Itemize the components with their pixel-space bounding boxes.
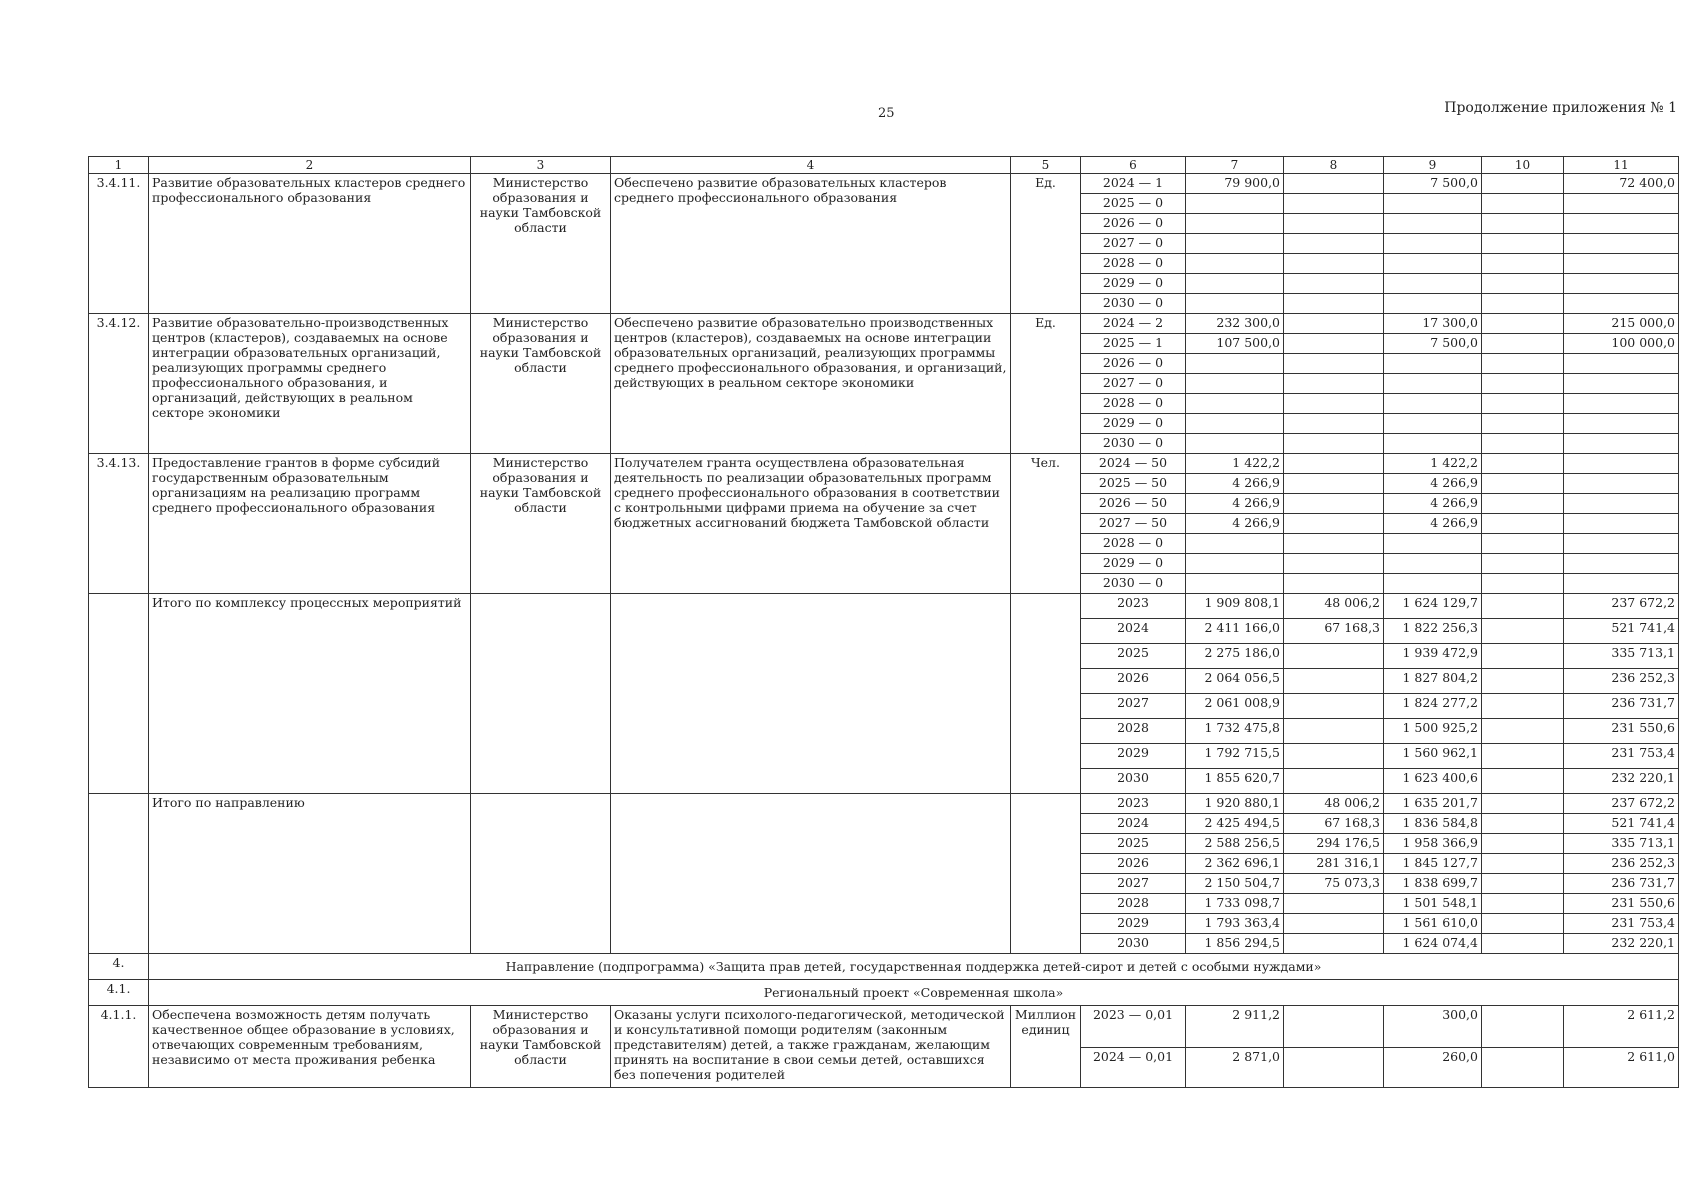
column-header: 4: [611, 157, 1011, 174]
value-cell: [1482, 894, 1564, 914]
empty-cell: [611, 794, 1011, 954]
value-cell: [1384, 194, 1482, 214]
value-cell: 231 550,6: [1564, 894, 1679, 914]
value-cell: [1284, 1048, 1384, 1088]
item-result: Получателем гранта осуществлена образовательная деятельность по реализации образовательных программ среднего профессионального образования в соответствии с контрольными цифрами приема на обучение за счет бюджетных ассигнований бюджета Тамбовской области: [611, 454, 1011, 594]
value-cell: [1482, 719, 1564, 744]
value-cell: [1482, 769, 1564, 794]
value-cell: [1384, 414, 1482, 434]
value-cell: 48 006,2: [1284, 794, 1384, 814]
value-cell: [1284, 554, 1384, 574]
value-cell: 1 733 098,7: [1186, 894, 1284, 914]
value-cell: [1482, 814, 1564, 834]
item-number: 3.4.11.: [89, 174, 149, 314]
value-cell: [1564, 554, 1679, 574]
value-cell: 1 920 880,1: [1186, 794, 1284, 814]
section-title: Направление (подпрограмма) «Защита прав детей, государственная поддержка детей-сирот и детей с особыми нуждами»: [149, 954, 1679, 980]
value-cell: [1284, 434, 1384, 454]
value-cell: 1 822 256,3: [1384, 619, 1482, 644]
value-cell: [1482, 644, 1564, 669]
item-result: Обеспечено развитие образовательных кластеров среднего профессионального образования: [611, 174, 1011, 314]
value-cell: [1564, 494, 1679, 514]
value-cell: [1284, 894, 1384, 914]
value-cell: [1564, 194, 1679, 214]
value-cell: [1284, 254, 1384, 274]
empty-cell: [1011, 594, 1081, 794]
column-header: 10: [1482, 157, 1564, 174]
value-cell: [1482, 474, 1564, 494]
value-cell: 231 753,4: [1564, 914, 1679, 934]
value-cell: 1 939 472,9: [1384, 644, 1482, 669]
value-cell: 2 588 256,5: [1186, 834, 1284, 854]
column-header: 3: [471, 157, 611, 174]
year-cell: 2027: [1081, 874, 1186, 894]
value-cell: [1284, 669, 1384, 694]
value-cell: [1564, 234, 1679, 254]
value-cell: [1564, 514, 1679, 534]
year-cell: 2030 — 0: [1081, 434, 1186, 454]
value-cell: 237 672,2: [1564, 794, 1679, 814]
year-cell: 2023 — 0,01: [1081, 1006, 1186, 1048]
value-cell: [1384, 354, 1482, 374]
year-cell: 2030: [1081, 769, 1186, 794]
value-cell: [1564, 254, 1679, 274]
value-cell: 67 168,3: [1284, 619, 1384, 644]
value-cell: 1 855 620,7: [1186, 769, 1284, 794]
total-row: [89, 794, 1679, 814]
year-cell: 2024: [1081, 814, 1186, 834]
value-cell: [1384, 574, 1482, 594]
year-cell: 2028 — 0: [1081, 534, 1186, 554]
unit-cell: Ед.: [1011, 174, 1081, 314]
value-cell: [1482, 174, 1564, 194]
value-cell: [1482, 854, 1564, 874]
column-header: 9: [1384, 157, 1482, 174]
value-cell: 4 266,9: [1186, 514, 1284, 534]
value-cell: 232 300,0: [1186, 314, 1284, 334]
value-cell: [1284, 194, 1384, 214]
empty-cell: [611, 594, 1011, 794]
year-cell: 2029: [1081, 914, 1186, 934]
value-cell: 4 266,9: [1186, 494, 1284, 514]
unit-cell: Чел.: [1011, 454, 1081, 594]
value-cell: 1 560 962,1: [1384, 744, 1482, 769]
value-cell: [1482, 914, 1564, 934]
value-cell: [1384, 534, 1482, 554]
column-header: 2: [149, 157, 471, 174]
total-label: Итого по направлению: [149, 794, 471, 954]
continuation-note: Продолжение приложения № 1: [1444, 100, 1677, 116]
value-cell: [1482, 1048, 1564, 1088]
value-cell: 2 064 056,5: [1186, 669, 1284, 694]
value-cell: [1564, 354, 1679, 374]
value-cell: [1482, 669, 1564, 694]
column-header: 11: [1564, 157, 1679, 174]
value-cell: [1284, 769, 1384, 794]
value-cell: [1284, 694, 1384, 719]
year-cell: 2027 — 50: [1081, 514, 1186, 534]
value-cell: [1482, 314, 1564, 334]
value-cell: 1 845 127,7: [1384, 854, 1482, 874]
value-cell: [1384, 394, 1482, 414]
value-cell: 281 316,1: [1284, 854, 1384, 874]
value-cell: 79 900,0: [1186, 174, 1284, 194]
value-cell: [1482, 354, 1564, 374]
year-cell: 2026 — 50: [1081, 494, 1186, 514]
value-cell: [1384, 294, 1482, 314]
year-cell: 2025 — 1: [1081, 334, 1186, 354]
value-cell: [1284, 934, 1384, 954]
value-cell: [1284, 644, 1384, 669]
year-cell: 2027 — 0: [1081, 374, 1186, 394]
value-cell: [1564, 414, 1679, 434]
item-result: Оказаны услуги психолого-педагогической, методической и консультативной помощи родителям (законным представителям) детей, а также гражданам, желающим принять на воспитание в свои семьи детей, оставшихся без попечения родителей: [611, 1006, 1011, 1088]
value-cell: 1 422,2: [1384, 454, 1482, 474]
value-cell: [1284, 294, 1384, 314]
value-cell: 2 061 008,9: [1186, 694, 1284, 719]
value-cell: [1186, 294, 1284, 314]
value-cell: 1 827 804,2: [1384, 669, 1482, 694]
year-cell: 2030: [1081, 934, 1186, 954]
value-cell: [1482, 214, 1564, 234]
year-cell: 2026 — 0: [1081, 214, 1186, 234]
value-cell: [1482, 1006, 1564, 1048]
value-cell: [1284, 1006, 1384, 1048]
value-cell: 2 362 696,1: [1186, 854, 1284, 874]
value-cell: 75 073,3: [1284, 874, 1384, 894]
value-cell: [1482, 394, 1564, 414]
value-cell: [1186, 374, 1284, 394]
value-cell: [1284, 334, 1384, 354]
value-cell: [1482, 194, 1564, 214]
table-row: [89, 454, 1679, 474]
column-header: 8: [1284, 157, 1384, 174]
value-cell: [1384, 254, 1482, 274]
value-cell: [1564, 294, 1679, 314]
value-cell: [1186, 414, 1284, 434]
value-cell: 107 500,0: [1186, 334, 1284, 354]
year-cell: 2023: [1081, 594, 1186, 619]
value-cell: 232 220,1: [1564, 769, 1679, 794]
value-cell: 67 168,3: [1284, 814, 1384, 834]
value-cell: 1 909 808,1: [1186, 594, 1284, 619]
item-number: 3.4.12.: [89, 314, 149, 454]
value-cell: 2 911,2: [1186, 1006, 1284, 1048]
year-cell: 2027 — 0: [1081, 234, 1186, 254]
value-cell: 232 220,1: [1564, 934, 1679, 954]
value-cell: [1482, 454, 1564, 474]
value-cell: [1186, 574, 1284, 594]
year-cell: 2024: [1081, 619, 1186, 644]
table-row: [89, 174, 1679, 194]
value-cell: [1186, 194, 1284, 214]
value-cell: [1284, 454, 1384, 474]
value-cell: [1564, 274, 1679, 294]
value-cell: 1 958 366,9: [1384, 834, 1482, 854]
value-cell: [1564, 474, 1679, 494]
value-cell: [1482, 294, 1564, 314]
value-cell: 1 824 277,2: [1384, 694, 1482, 719]
value-cell: [1482, 744, 1564, 769]
item-name: Предоставление грантов в форме субсидий государственным образовательным организациям на реализацию программ среднего профессионального образования: [149, 454, 471, 594]
header-row: [89, 157, 1679, 174]
value-cell: [1564, 374, 1679, 394]
value-cell: 236 731,7: [1564, 694, 1679, 719]
value-cell: [1564, 214, 1679, 234]
value-cell: [1186, 554, 1284, 574]
year-cell: 2026: [1081, 669, 1186, 694]
item-name: Развитие образовательно-производственных центров (кластеров), создаваемых на основе интеграции образовательных организаций, реализующих программы среднего профессионального образования, и организаций, действующих в реальном секторе экономики: [149, 314, 471, 454]
value-cell: 72 400,0: [1564, 174, 1679, 194]
value-cell: [1384, 274, 1482, 294]
value-cell: 1 732 475,8: [1186, 719, 1284, 744]
value-cell: [1482, 619, 1564, 644]
value-cell: 236 252,3: [1564, 854, 1679, 874]
value-cell: 2 411 166,0: [1186, 619, 1284, 644]
value-cell: [1186, 394, 1284, 414]
responsible-org: Министерство образования и науки Тамбовской области: [471, 314, 611, 454]
year-cell: 2026 — 0: [1081, 354, 1186, 374]
unit-cell: Миллион единиц: [1011, 1006, 1081, 1088]
value-cell: [1564, 454, 1679, 474]
year-cell: 2029 — 0: [1081, 554, 1186, 574]
value-cell: [1482, 694, 1564, 719]
value-cell: [1482, 834, 1564, 854]
value-cell: [1482, 254, 1564, 274]
section-title: Региональный проект «Современная школа»: [149, 980, 1679, 1006]
year-cell: 2025: [1081, 834, 1186, 854]
year-cell: 2028 — 0: [1081, 254, 1186, 274]
value-cell: [1482, 414, 1564, 434]
value-cell: [1284, 414, 1384, 434]
value-cell: 1 624 074,4: [1384, 934, 1482, 954]
column-header: 7: [1186, 157, 1284, 174]
empty-cell: [89, 594, 149, 794]
year-cell: 2029 — 0: [1081, 414, 1186, 434]
value-cell: 2 871,0: [1186, 1048, 1284, 1088]
table-row: [89, 314, 1679, 334]
value-cell: 7 500,0: [1384, 174, 1482, 194]
value-cell: 231 550,6: [1564, 719, 1679, 744]
year-cell: 2029 — 0: [1081, 274, 1186, 294]
value-cell: 4 266,9: [1384, 474, 1482, 494]
item-number: 3.4.13.: [89, 454, 149, 594]
section-row: [89, 954, 1679, 980]
value-cell: 521 741,4: [1564, 814, 1679, 834]
year-cell: 2025: [1081, 644, 1186, 669]
year-cell: 2030 — 0: [1081, 294, 1186, 314]
value-cell: [1564, 534, 1679, 554]
value-cell: 335 713,1: [1564, 644, 1679, 669]
value-cell: 215 000,0: [1564, 314, 1679, 334]
column-header: 6: [1081, 157, 1186, 174]
total-row: [89, 594, 1679, 619]
value-cell: [1284, 574, 1384, 594]
value-cell: [1186, 354, 1284, 374]
value-cell: [1284, 514, 1384, 534]
value-cell: [1284, 394, 1384, 414]
value-cell: [1482, 274, 1564, 294]
value-cell: 1 792 715,5: [1186, 744, 1284, 769]
value-cell: [1284, 494, 1384, 514]
year-cell: 2024 — 1: [1081, 174, 1186, 194]
value-cell: [1284, 374, 1384, 394]
value-cell: 4 266,9: [1186, 474, 1284, 494]
value-cell: 1 635 201,7: [1384, 794, 1482, 814]
value-cell: 521 741,4: [1564, 619, 1679, 644]
value-cell: [1564, 434, 1679, 454]
value-cell: 1 500 925,2: [1384, 719, 1482, 744]
year-cell: 2028 — 0: [1081, 394, 1186, 414]
value-cell: [1284, 234, 1384, 254]
value-cell: [1384, 554, 1482, 574]
item-number: 4.1.1.: [89, 1006, 149, 1088]
empty-cell: [471, 794, 611, 954]
total-label: Итого по комплексу процессных мероприятий: [149, 594, 471, 794]
section-number: 4.1.: [89, 980, 149, 1006]
data-table: [88, 156, 1679, 1088]
value-cell: [1482, 514, 1564, 534]
item-result: Обеспечено развитие образовательно производственных центров (кластеров), создаваемых на основе интеграции образовательных организаций, реализующих программы среднего профессионального образования, и организаций, действующих в реальном секторе экономики: [611, 314, 1011, 454]
year-cell: 2026: [1081, 854, 1186, 874]
value-cell: [1482, 794, 1564, 814]
column-header: 1: [89, 157, 149, 174]
value-cell: [1564, 394, 1679, 414]
section-row: [89, 980, 1679, 1006]
table-row: [89, 1006, 1679, 1048]
value-cell: 236 731,7: [1564, 874, 1679, 894]
value-cell: 1 623 400,6: [1384, 769, 1482, 794]
value-cell: [1284, 274, 1384, 294]
value-cell: 2 425 494,5: [1186, 814, 1284, 834]
value-cell: 2 611,2: [1564, 1006, 1679, 1048]
value-cell: [1186, 534, 1284, 554]
value-cell: 1 856 294,5: [1186, 934, 1284, 954]
value-cell: [1482, 594, 1564, 619]
value-cell: 7 500,0: [1384, 334, 1482, 354]
value-cell: 17 300,0: [1384, 314, 1482, 334]
value-cell: [1284, 474, 1384, 494]
year-cell: 2023: [1081, 794, 1186, 814]
responsible-org: Министерство образования и науки Тамбовской области: [471, 1006, 611, 1088]
value-cell: 294 176,5: [1284, 834, 1384, 854]
value-cell: [1284, 534, 1384, 554]
year-cell: 2030 — 0: [1081, 574, 1186, 594]
year-cell: 2029: [1081, 744, 1186, 769]
value-cell: 2 150 504,7: [1186, 874, 1284, 894]
value-cell: [1284, 354, 1384, 374]
empty-cell: [471, 594, 611, 794]
empty-cell: [89, 794, 149, 954]
page-number: 25: [878, 106, 895, 121]
responsible-org: Министерство образования и науки Тамбовской области: [471, 174, 611, 314]
value-cell: [1284, 214, 1384, 234]
item-name: Обеспечена возможность детям получать качественное общее образование в условиях, отвечающих современным требованиям, независимо от места проживания ребенка: [149, 1006, 471, 1088]
value-cell: [1384, 214, 1482, 234]
value-cell: [1186, 214, 1284, 234]
value-cell: 1 624 129,7: [1384, 594, 1482, 619]
year-cell: 2024 — 50: [1081, 454, 1186, 474]
value-cell: [1482, 374, 1564, 394]
value-cell: [1482, 494, 1564, 514]
year-cell: 2025 — 50: [1081, 474, 1186, 494]
value-cell: [1482, 554, 1564, 574]
value-cell: [1482, 334, 1564, 354]
section-number: 4.: [89, 954, 149, 980]
year-cell: 2028: [1081, 894, 1186, 914]
value-cell: 4 266,9: [1384, 514, 1482, 534]
value-cell: 1 836 584,8: [1384, 814, 1482, 834]
value-cell: 48 006,2: [1284, 594, 1384, 619]
value-cell: 260,0: [1384, 1048, 1482, 1088]
year-cell: 2025 — 0: [1081, 194, 1186, 214]
value-cell: [1186, 274, 1284, 294]
value-cell: 237 672,2: [1564, 594, 1679, 619]
year-cell: 2028: [1081, 719, 1186, 744]
value-cell: 1 422,2: [1186, 454, 1284, 474]
value-cell: 100 000,0: [1564, 334, 1679, 354]
column-header: 5: [1011, 157, 1081, 174]
value-cell: [1284, 914, 1384, 934]
value-cell: [1186, 434, 1284, 454]
unit-cell: Ед.: [1011, 314, 1081, 454]
value-cell: 236 252,3: [1564, 669, 1679, 694]
year-cell: 2027: [1081, 694, 1186, 719]
value-cell: 335 713,1: [1564, 834, 1679, 854]
value-cell: [1564, 574, 1679, 594]
item-name: Развитие образовательных кластеров среднего профессионального образования: [149, 174, 471, 314]
value-cell: [1384, 374, 1482, 394]
value-cell: 4 266,9: [1384, 494, 1482, 514]
value-cell: 1 838 699,7: [1384, 874, 1482, 894]
value-cell: 2 275 186,0: [1186, 644, 1284, 669]
value-cell: [1186, 254, 1284, 274]
value-cell: [1284, 719, 1384, 744]
value-cell: [1384, 434, 1482, 454]
year-cell: 2024 — 2: [1081, 314, 1186, 334]
value-cell: 1 501 548,1: [1384, 894, 1482, 914]
value-cell: [1482, 874, 1564, 894]
value-cell: 2 611,0: [1564, 1048, 1679, 1088]
value-cell: [1482, 534, 1564, 554]
value-cell: [1284, 744, 1384, 769]
empty-cell: [1011, 794, 1081, 954]
value-cell: 1 793 363,4: [1186, 914, 1284, 934]
value-cell: [1284, 314, 1384, 334]
value-cell: [1384, 234, 1482, 254]
value-cell: [1482, 934, 1564, 954]
value-cell: [1186, 234, 1284, 254]
value-cell: [1482, 434, 1564, 454]
value-cell: 231 753,4: [1564, 744, 1679, 769]
value-cell: [1482, 234, 1564, 254]
year-cell: 2024 — 0,01: [1081, 1048, 1186, 1088]
value-cell: [1482, 574, 1564, 594]
value-cell: 1 561 610,0: [1384, 914, 1482, 934]
value-cell: [1284, 174, 1384, 194]
value-cell: 300,0: [1384, 1006, 1482, 1048]
responsible-org: Министерство образования и науки Тамбовской области: [471, 454, 611, 594]
